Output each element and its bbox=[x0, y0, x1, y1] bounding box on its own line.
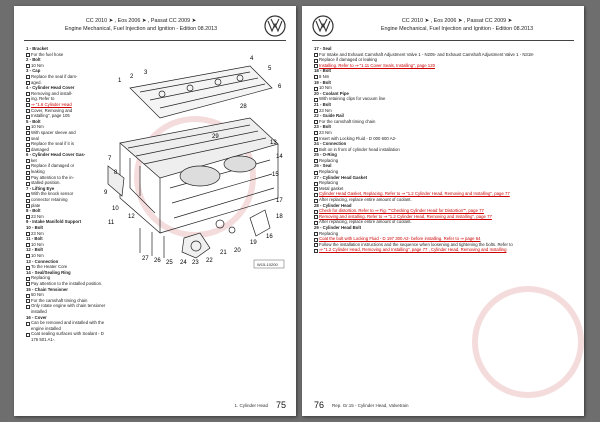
legend-item bbox=[314, 175, 572, 203]
diagram-callout: 13 bbox=[270, 140, 277, 146]
legend-item-detail: With spacer sleeve and bbox=[26, 130, 106, 136]
legend-item-detail: 23 Nm bbox=[26, 214, 106, 220]
legend-item bbox=[26, 46, 106, 57]
diagram-callout: 10 bbox=[112, 206, 119, 212]
legend-item bbox=[26, 270, 106, 287]
legend-item-detail: Insert with Locking Fluid - D 000 600 A2- bbox=[314, 136, 572, 142]
header-models: CC 2010 ➤ , Eos 2006 ➤ , Passat CC 2009 ➤ bbox=[401, 18, 513, 24]
diagram-callout: 9 bbox=[104, 190, 108, 196]
legend-item-detail[interactable]: ⇒ "1.2 Cylinder Head, Removing and Installing", page 77 , Cylinder Head, Removing and Installing bbox=[314, 247, 572, 253]
diagram-callout: 29 bbox=[212, 134, 219, 140]
legend-item bbox=[314, 124, 572, 141]
legend-item bbox=[26, 68, 106, 85]
diagram-callout: 23 bbox=[192, 260, 199, 266]
legend-item-title: 17 - Seal bbox=[314, 46, 332, 51]
diagram-callout: 27 bbox=[142, 256, 149, 262]
legend-item-detail: 23 Nm bbox=[314, 130, 572, 136]
legend-item-detail: leaking bbox=[26, 169, 106, 175]
right-page bbox=[302, 6, 584, 416]
legend-item bbox=[26, 57, 106, 68]
legend-item-detail: connector retaining bbox=[26, 197, 106, 203]
legend-item-detail: With the knock sensor bbox=[26, 191, 106, 197]
legend-item-detail[interactable]: Check for distortion. Refer to ⇒ Fig. ""Checking Cylinder Head for Distortion"", page 77 bbox=[314, 208, 572, 214]
legend-item-detail: Removing and install- bbox=[26, 91, 106, 97]
legend-item bbox=[26, 287, 106, 315]
legend-item-title: 27 - Cylinder Head Gasket bbox=[314, 174, 368, 180]
legend-item bbox=[314, 68, 572, 79]
legend-item-detail: stalled position. bbox=[26, 180, 106, 186]
legend-item-detail: Can be removed and installed with the engine installed bbox=[26, 320, 106, 331]
legend-item-title: 21 - Bolt bbox=[314, 101, 331, 107]
legend-item bbox=[26, 259, 106, 270]
legend-item-detail: For the fuel hose bbox=[26, 52, 106, 58]
legend-item bbox=[314, 141, 572, 152]
legend-item bbox=[314, 102, 572, 113]
engine-diagram bbox=[100, 48, 286, 276]
diagram-callout: 5 bbox=[268, 66, 272, 72]
legend-item-detail: After replacing, replace entire amount of coolant. bbox=[314, 219, 572, 225]
left-page bbox=[14, 6, 296, 416]
legend-item-detail: For Intake and Exhaust Camshaft Adjustment Valve 1 - N205- and Exhaust Camshaft Adjustment Valve 1 - N318- bbox=[314, 52, 572, 58]
diagram-callout: 11 bbox=[108, 220, 115, 226]
legend-item-detail[interactable]: Removing and installing. Refer to ⇒ "1.2 Cylinder Head, Removing and Installing", page 77 bbox=[314, 214, 572, 220]
legend-item-detail: aged. bbox=[26, 80, 106, 86]
diagram-callout: 26 bbox=[154, 258, 161, 264]
vw-logo-icon bbox=[264, 15, 286, 37]
legend-item-detail: 10 Nm bbox=[26, 63, 106, 69]
legend-item-detail: ing. Refer to bbox=[26, 96, 106, 102]
legend-item bbox=[26, 186, 106, 208]
legend-item-title: 16 - Cover bbox=[26, 314, 47, 320]
legend-item-title: 8 - Bolt bbox=[26, 208, 41, 214]
legend-item-title: 26 - Seal bbox=[314, 163, 332, 169]
legend-item-detail: 10 Nm bbox=[26, 253, 106, 259]
legend-item bbox=[26, 225, 106, 236]
legend-item-title: 12 - Bolt bbox=[26, 247, 43, 253]
page-footer: 1. Cylinder Head bbox=[234, 403, 268, 408]
page-number: 75 bbox=[275, 400, 286, 410]
legend-item-detail: plate bbox=[26, 203, 106, 209]
legend-item-title: 15 - Chain Tensioner bbox=[26, 286, 68, 292]
diagram-callout: 18 bbox=[276, 214, 283, 220]
legend-item bbox=[314, 113, 572, 124]
legend-item-detail: seal bbox=[26, 136, 106, 142]
legend-item-title: 14 - Seal/Sealing Ring bbox=[26, 269, 71, 275]
legend-item-detail: Follow the installation instructions and the sequence when loosening and tightening the bolts. Refer to bbox=[314, 242, 572, 248]
legend-item-detail: 10 Nm bbox=[26, 242, 106, 248]
legend-list bbox=[314, 46, 572, 253]
legend-item bbox=[314, 163, 572, 174]
legend-item-detail: Pay attention to the in- bbox=[26, 175, 106, 181]
legend-item-detail: Bolt on in front of cylinder head installation bbox=[314, 147, 572, 153]
legend-item bbox=[314, 80, 572, 91]
diagram-callout: 12 bbox=[128, 214, 135, 220]
legend-item-detail: 10 Nm bbox=[26, 124, 106, 130]
legend-item-detail: Pay attention to the installed position. bbox=[26, 281, 106, 287]
legend-item-detail: Replace if damaged or leaking bbox=[314, 57, 572, 63]
legend-item-title: 9 - Intake Manifold Support bbox=[26, 219, 82, 225]
legend-item-detail: Coat sealing surfaces with Sealant - D 176 501 A1-. bbox=[26, 331, 106, 342]
header-subtitle: Engine Mechanical, Fuel Injection and Ignition - Edition 08.2013 bbox=[64, 26, 218, 32]
legend-item-title: 3 - Cap bbox=[26, 68, 41, 74]
legend-item-detail: For the camshaft timing chain bbox=[314, 119, 572, 125]
diagram-callout: 16 bbox=[266, 234, 273, 240]
diagram-callout: 3 bbox=[144, 70, 148, 76]
legend-item-detail: Replace if damaged or bbox=[26, 163, 106, 169]
legend-item bbox=[26, 152, 106, 186]
legend-item-detail: Metal gasket bbox=[314, 186, 572, 192]
diagram-callout: 22 bbox=[206, 258, 213, 264]
legend-item-title: 10 - Bolt bbox=[26, 225, 43, 230]
legend-item-title: 20 - Coolant Pipe bbox=[314, 90, 349, 96]
legend-item-detail: Replace the seal if it is bbox=[26, 141, 106, 147]
legend-item-title: 7 - Lifting Eye bbox=[26, 185, 55, 191]
legend-item-detail: 23 Nm bbox=[314, 108, 572, 114]
legend-item-detail: Only rotate engine with chain tensioner installed bbox=[26, 303, 106, 314]
legend-item bbox=[26, 119, 106, 153]
legend-item bbox=[26, 85, 106, 119]
diagram-callout: 21 bbox=[220, 250, 227, 256]
legend-list bbox=[26, 46, 106, 342]
diagram-tag: W15-10200 bbox=[257, 262, 278, 267]
legend-item-title: 22 - Guide Rail bbox=[314, 113, 344, 119]
diagram-callout: 4 bbox=[250, 56, 254, 62]
legend-item-detail[interactable]: ⇒ "1.6 Cylinder Head bbox=[26, 102, 106, 108]
legend-item bbox=[314, 152, 572, 163]
page-header bbox=[24, 14, 286, 41]
legend-item-detail: damaged bbox=[26, 147, 106, 153]
page-number: 76 bbox=[314, 400, 325, 410]
legend-item-title: 29 - Cylinder Head Bolt bbox=[314, 225, 362, 230]
legend-item-detail: Replacing bbox=[314, 169, 572, 175]
legend-item-detail: Replacing bbox=[314, 158, 572, 164]
legend-item-title: 18 - Bolt bbox=[314, 68, 331, 74]
legend-item-title: 2 - Bolt bbox=[26, 57, 41, 63]
legend-item-detail: Replace the seal if dam- bbox=[26, 74, 106, 80]
legend-item-detail: Replacing bbox=[314, 180, 572, 186]
diagram-callout: 7 bbox=[108, 156, 112, 162]
legend-item-detail: Installing", page 105 bbox=[26, 113, 106, 119]
page-header bbox=[312, 14, 574, 41]
legend-item-detail: Replacing bbox=[314, 231, 572, 237]
legend-item-detail: Replacing bbox=[26, 275, 106, 281]
legend-item-title: 11 - Bolt bbox=[26, 236, 43, 242]
vw-logo-icon bbox=[312, 15, 334, 37]
legend-item-title: 13 - Connection bbox=[26, 258, 59, 264]
diagram-callout: 17 bbox=[276, 198, 283, 204]
diagram-callout: 25 bbox=[166, 260, 173, 266]
diagram-callout: 20 bbox=[234, 248, 241, 254]
legend-item-detail: Cover, Removing and bbox=[26, 108, 106, 114]
legend-item bbox=[314, 203, 572, 225]
legend-item-detail: To the Heater Core bbox=[26, 264, 106, 270]
legend-item-detail: With retaining clips for vacuum line bbox=[314, 96, 572, 102]
diagram-callout: 19 bbox=[250, 240, 257, 246]
legend-item bbox=[314, 91, 572, 102]
legend-item-detail: For the camshaft timing chain bbox=[26, 298, 106, 304]
legend-item bbox=[26, 236, 106, 247]
page-footer: Rep. Gr.15 - Cylinder Head, Valvetrain bbox=[332, 403, 409, 408]
diagram-callout: 1 bbox=[118, 78, 122, 84]
diagram-callout: 15 bbox=[272, 172, 279, 178]
header-models: CC 2010 ➤ , Eos 2006 ➤ , Passat CC 2009 ➤ bbox=[85, 18, 197, 24]
legend-item-title: 4 - Cylinder Head Cover bbox=[26, 85, 75, 91]
legend-item-detail[interactable]: Installing. Refer to ⇒ "1.11 Cover Seals, Installing", page 120 bbox=[314, 63, 572, 69]
legend-item-detail[interactable]: Cylinder Head Gasket, Replacing. Refer to ⇒ "1.2 Cylinder Head, Removing and Installing", page 77 bbox=[314, 191, 572, 197]
diagram-callout: 14 bbox=[276, 154, 283, 160]
diagram-callout: 28 bbox=[240, 104, 247, 110]
legend-item bbox=[26, 247, 106, 258]
legend-item-detail[interactable]: Coat the bolt with Locking Fluid - D 197 300 A2- before installing. Refer to ⇒ page 64 bbox=[314, 236, 572, 242]
legend-item-detail: 10 Nm bbox=[314, 85, 572, 91]
legend-item bbox=[314, 46, 572, 68]
diagram-callout: 2 bbox=[130, 74, 134, 80]
legend-item bbox=[314, 225, 572, 253]
legend-item-title: 24 - Connection bbox=[314, 141, 347, 147]
legend-item-title: 6 - Cylinder Head Cover Gas- bbox=[26, 152, 86, 158]
diagram-callout: 24 bbox=[180, 260, 187, 266]
legend-item-title: 1 - Bracket bbox=[26, 46, 48, 51]
legend-item-detail: 50 Nm bbox=[26, 292, 106, 298]
legend-item-detail: ket bbox=[26, 158, 106, 164]
legend-item-detail: 8 Nm bbox=[314, 74, 572, 80]
legend-item-title: 25 - O-Ring bbox=[314, 152, 337, 158]
legend-item-title: 23 - Bolt bbox=[314, 124, 331, 130]
legend-item-title: 5 - Bolt bbox=[26, 118, 41, 124]
header-subtitle: Engine Mechanical, Fuel Injection and Ignition - Edition 08.2013 bbox=[380, 26, 534, 32]
watermark-seal bbox=[472, 286, 584, 398]
diagram-callout: 8 bbox=[114, 170, 118, 176]
legend-item-detail: After replacing, replace entire amount of coolant. bbox=[314, 197, 572, 203]
legend-item-title: 19 - Bolt bbox=[314, 79, 331, 85]
legend-item bbox=[26, 315, 106, 343]
diagram-callout: 6 bbox=[278, 84, 282, 90]
legend-item-title: 28 - Cylinder Head bbox=[314, 202, 352, 208]
legend-item-detail: 23 Nm bbox=[26, 231, 106, 237]
legend-item bbox=[26, 208, 106, 219]
